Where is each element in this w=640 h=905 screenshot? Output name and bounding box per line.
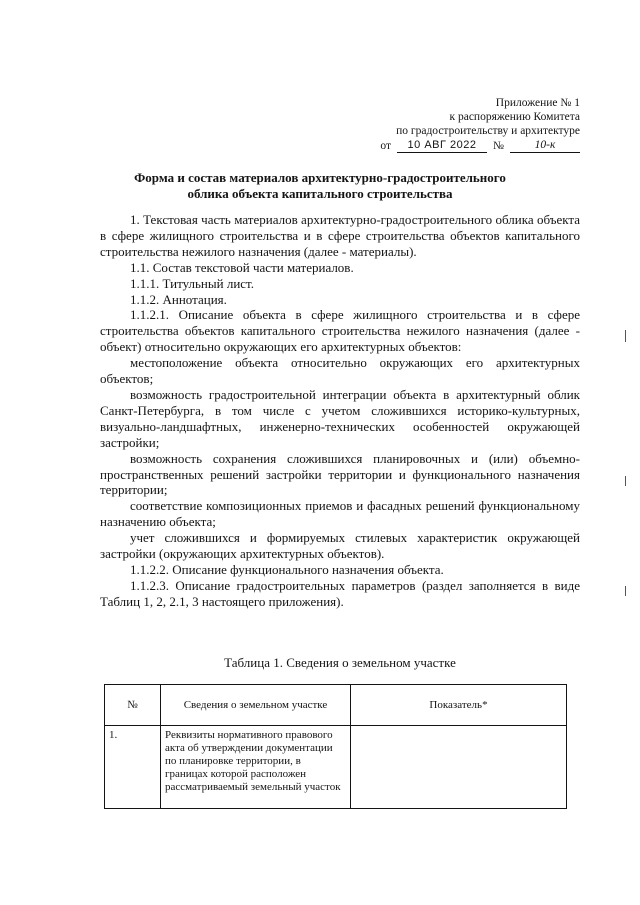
column-header-info: Сведения о земельном участке [161, 685, 351, 726]
document-title [100, 170, 540, 202]
paragraph: местоположение объекта относительно окружающих его архитектурных объектов; [100, 355, 580, 387]
scan-margin-mark [625, 476, 626, 486]
row-info-cell: Реквизиты нормативного правового акта об утверждении документации по планировке территории, в границах которой расположен рассматриваемый земельный участок [161, 726, 351, 809]
scan-margin-mark [625, 586, 626, 596]
paragraph: 1.1.1. Титульный лист. [130, 275, 254, 291]
scan-margin-mark [625, 330, 626, 342]
appendix-committee: по градостроительству и архитектуре [396, 125, 580, 137]
paragraph: 1.1. Состав текстовой части материалов. [130, 259, 354, 275]
appendix-header [350, 96, 580, 153]
paragraph: возможность сохранения сложившихся планировочных и (или) объемно-пространственных решений застройки территории и функционального назначения территории; [100, 450, 580, 498]
date-prefix: от [380, 140, 392, 152]
paragraph: учет сложившихся и формируемых стилевых характеристик окружающей застройки (окружающих архитектурных объектов). [100, 530, 580, 562]
number-sign: № [493, 140, 504, 152]
paragraph: 1.1.2.1. Описание объекта в сфере жилищного строительства и в сфере строительства объектов капитального строительства нежилого назначения (далее - объект) относительно окружающих его архитектурных объектов: [100, 307, 580, 355]
paragraph: 1. Текстовая часть материалов архитектурно-градостроительного облика объекта в сфере жилищного строительства и в сфере строительства объектов капитального строительства нежилого назначения (далее - материалы). [100, 212, 580, 259]
column-header-value: Показатель* [351, 685, 567, 726]
table-header-row [105, 685, 567, 726]
document-body [100, 212, 580, 610]
paragraph: соответствие композиционных приемов и фасадных решений функциональному назначению объекта; [100, 498, 580, 530]
title-line-1: Форма и состав материалов архитектурно-градостроительного [134, 170, 506, 185]
order-number-handwritten: 10-к [510, 138, 580, 153]
row-number-cell: 1. [105, 726, 161, 809]
table-row [105, 726, 567, 809]
paragraph: 1.1.2. Аннотация. [130, 291, 227, 307]
appendix-date-line [350, 138, 580, 153]
appendix-number: Приложение № 1 [495, 97, 580, 109]
date-stamp: 10 АВГ 2022 [397, 138, 487, 153]
paragraph: возможность градостроительной интеграции объекта в архитектурный облик Санкт-Петербурга, в том числе с учетом сложившихся историко-культурных, визуально-ландшафтных, инженерно-технических особенностей окружающей застройки; [100, 386, 580, 450]
land-plot-table [104, 684, 567, 809]
paragraph: 1.1.2.3. Описание градостроительных параметров (раздел заполняется в виде Таблиц 1, 2, 2.1, 3 настоящего приложения). [100, 577, 580, 609]
row-value-cell [351, 726, 567, 809]
paragraph: 1.1.2.2. Описание функционального назначения объекта. [130, 561, 444, 577]
column-header-number: № [105, 685, 161, 726]
appendix-order-ref: к распоряжению Комитета [449, 111, 580, 123]
title-line-2: облика объекта капитального строительства [187, 186, 453, 201]
table-caption: Таблица 1. Сведения о земельном участке [224, 655, 456, 670]
